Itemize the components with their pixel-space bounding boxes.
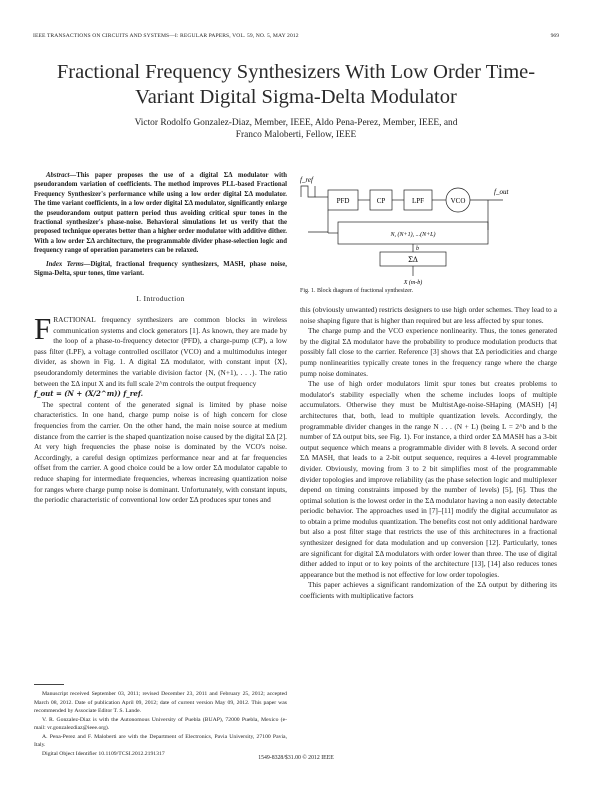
sd-label: ΣΔ [407,256,419,264]
index-terms [34,260,287,279]
output-frequency-formula: f_out = (N + (X/2^m)) f_ref. [34,389,144,399]
x-label: X (m-b) [403,280,423,286]
right-paragraph-2: The charge pump and the VCO experience nonlinearity. Thus, the tones generated by the digital ΣΔ modulator have the probability to produce modulation products that possibly fall close to the carrier. Reference [3] shows that ΣΔ periodicities and charge pump nonlinearities typically create tones in the frequency range where the charge pump noise dominates. [300,326,557,378]
index-terms-text: Digital, fractional frequency synthesizers, MASH, phase noise, Sigma-Delta, spur tones, time variant. [34,260,287,278]
right-column [300,305,557,602]
b-label: b [416,246,419,252]
intro-paragraph-1 [34,311,287,389]
author-block [70,117,522,141]
abstract-label: Abstract— [46,172,77,179]
intro-paragraph-2: The spectral content of the generated signal is limited by phase noise characteristics. In one hand, charge pump noise is of high concern for close frequencies from the carrier. On the other hand, the main noise source at medium distance from the carrier is the shaped quantization noise caused by the digital ΣΔ [2]. At very high frequencies the phase noise is dominated by the VCO's noise. Accordingly, a careful design optimizes performance near and at far frequencies offset from the carrier. A good choice could be a low order ΣΔ modulator capable to reduce shaping for intermediate frequencies, whereas increasing quantization noise for ranges where charge pump noise is dominant. Unfortunately, with constant inputs, the periodic characteristic of conventional low order ΣΔ produces spur tones and [34,399,287,505]
drop-cap: F [34,311,52,347]
figure-caption: Fig. 1. Block diagram of fractional synthesizer. [300,288,414,294]
right-paragraph-3: The use of high order modulators limit spur tones but creates problems to modulator's stability especially when the scheme includes loops of multiple accumulators. Otherwise they must be MultistAge-noise-SHaping (MASH) [4] architectures that, both, lead to multiple quantization levels. Accordingly, the programmable divider changes in the range N . . . (N + L) (being L = 2^b and b the number of ΣΔ output bits, see Fig. 1). For instance, a third order ΣΔ MASH has a 3-bit output sequence which means a programmable divider with 8 levels. A second order ΣΔ MASH, that leads to a 2-bit output sequence, requires a 4-level programmable divider. Obviously, moving from 3 to 2 bit simplifies most of the programmable divider topologies and improve reliability (as the phase selection logic and multiplexer depend on timing constraints imposed by the number of levels) [5], [6]. Thus the optimal solution is the lowest order in the ΣΔ modulator having a non easily detectable periodic behavior. The approaches used in [7]–[11] modify the digital accumulator as to obtain a prime modulus quantization. The benefits cost not only additional hardware but also a post filter stage that restricts the use of this architectures in a fractional synthesizer designed for data modulation and up conversion [12]. Particularly, tones are significant for digital ΣΔ modulators with order lower than three. The use of digital dither added to input or to key points of the architecture [13], [14] also reduces tones appearance but the method is not effective for low order topologies. [300,379,557,579]
left-column [34,171,287,506]
right-paragraph-4: This paper achieves a significant randomization of the ΣΔ output by dithering its coefficients with multiplicative factors [300,580,557,601]
footnote-manuscript: Manuscript received September 03, 2011; revised December 23, 2011 and February 25, 2012; accepted March 08, 2012. Date of publication April 09, 2012; date of current version May 09, 2012. This paper was recommended by Associate Editor T. S. Lande. [34,691,287,714]
vco-label: VCO [450,197,466,205]
footnote-author-2: A. Pena-Perez and F. Maloberti are with the Department of Electronics, Pavia University, 27100 Pavia, Italy. [34,733,287,748]
divider-label: N, (N+1), ...(N+L) [390,232,436,238]
copyright-footer: 1549-8328/$31.00 © 2012 IEEE [258,755,334,761]
abstract-text: This paper proposes the use of a digital ΣΔ modulator with pseudorandom variation of coefficients. The method improves PLL-based Fractional Frequency Synthesizer's performance while using a low order digital ΣΔ modulator. The time variant coefficients, in a low order digital ΣΔ modulator, significantly enlarge the pseudorandom output pattern period thus avoiding critical spur tones in the fractional synthesizer's phase-noise. Behavioral simulations let us verify that the proposed technique operates better than a higher order modulator with additive dither. With a low order ΣΔ architecture, the programmable divider phase-selection logic and frequency range of operation parameters can be relaxed. [34,172,287,255]
author-line-1: Victor Rodolfo Gonzalez-Diaz, Member, IEEE, Aldo Pena-Perez, Member, IEEE, and [134,118,458,128]
intro-text-1: RACTIONAL frequency synthesizers are common blocks in wireless communication systems and clock generators [1]. As known, they are made by the loop of a phase-to-frequency detector (PFD), a charge-pump (CP), a low pass filter (LPF), a voltage controlled oscillator (VCO) and a multimodulus integer divider, as shown in Fig. 1. A digital ΣΔ modulator, with constant input ⟨X⟩, pseudorandomly determines the variable division factor {N, (N+1), . . .}. The ratio between the ΣΔ input X and its full scale 2^m controls the output frequency [34,315,287,388]
footnote-author-1: V. R. Gonzalez-Diaz is with the Autonomous University of Puebla (BUAP), 72000 Puebla, Mexico (e-mail: vr.gonzalezdiaz@ieee.org). [34,716,287,731]
footnote-doi: Digital Object Identifier 10.1109/TCSI.2012.2191317 [42,750,165,757]
formula-line [34,389,287,400]
footnote-block [34,690,287,758]
author-line-2: Franco Maloberti, Fellow, IEEE [235,130,357,140]
index-terms-label: Index Terms— [46,260,91,268]
abstract [34,171,287,256]
lpf-label: LPF [411,197,425,205]
block-diagram-figure [298,172,558,287]
running-header: IEEE TRANSACTIONS ON CIRCUITS AND SYSTEMS—I: REGULAR PAPERS, VOL. 59, NO. 5, MAY 2012 [33,33,299,39]
footnote-rule [34,684,64,685]
pfd-label: PFD [336,197,350,205]
right-paragraph-1: this (obviously unwanted) restricts designers to use high order schemes. They lead to a noise shaping figure that is higher than required but are less affected by spur tones. [300,305,557,325]
fout-label: f_out [494,188,509,196]
reference-waveform [301,186,315,197]
paper-title: Fractional Frequency Synthesizers With Low Order Time-Variant Digital Sigma-Delta Modulator [56,61,536,108]
cp-label: CP [376,197,386,205]
section-heading: I. Introduction [136,294,185,304]
fref-label: f_ref [300,176,313,184]
page-number: 969 [550,33,559,39]
